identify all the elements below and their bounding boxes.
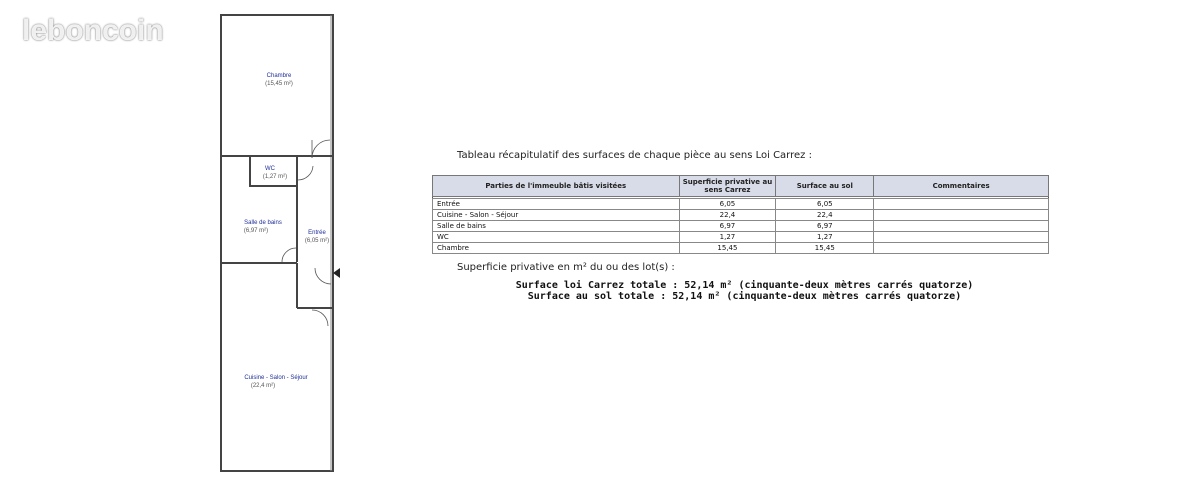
- cell-sol: 22,4: [776, 210, 874, 221]
- room-name-entree: Entrée: [308, 230, 326, 236]
- header-carrez: Superficie privative au sens Carrez: [679, 176, 776, 197]
- cell-carrez: 6,97: [679, 221, 776, 232]
- cell-part: Entrée: [433, 199, 680, 210]
- room-area-salle-de-bains: (6,97 m²): [243, 228, 269, 234]
- room-name-cuisine: Cuisine - Salon - Séjour: [244, 375, 308, 381]
- cell-comment: [874, 243, 1049, 254]
- private-area-heading: Superficie privative en m² du ou des lot(s) :: [457, 262, 675, 273]
- table-row: [433, 210, 1049, 221]
- cell-sol: 6,97: [776, 221, 874, 232]
- table-row: [433, 243, 1049, 254]
- header-commentaires: Commentaires: [874, 176, 1049, 197]
- room-name-salle-de-bains: Salle de bains: [244, 220, 282, 226]
- cell-carrez: 22,4: [679, 210, 776, 221]
- table-row: [433, 221, 1049, 232]
- room-area-cuisine: (22,4 m²): [250, 383, 276, 389]
- table-row: [433, 199, 1049, 210]
- cell-comment: [874, 210, 1049, 221]
- room-area-entree: (6,05 m²): [304, 238, 330, 244]
- total-carrez: Surface loi Carrez totale : 52,14 m² (cinquante-deux mètres carrés quatorze): [515, 280, 974, 291]
- cell-sol: 1,27: [776, 232, 874, 243]
- entrance-arrow-icon: [333, 268, 340, 278]
- cell-part: Chambre: [433, 243, 680, 254]
- total-sol: Surface au sol totale : 52,14 m² (cinquante-deux mètres carrés quatorze): [527, 291, 962, 302]
- header-parties: Parties de l'immeuble bâtis visitées: [433, 176, 680, 197]
- cell-part: Cuisine - Salon - Séjour: [433, 210, 680, 221]
- leboncoin-watermark: leboncoin: [22, 14, 164, 47]
- door-arc-wc: [298, 166, 313, 180]
- cell-sol: 6,05: [776, 199, 874, 210]
- door-arc-sdb: [282, 248, 296, 262]
- header-sol: Surface au sol: [776, 176, 874, 197]
- cell-carrez: 6,05: [679, 199, 776, 210]
- cell-comment: [874, 199, 1049, 210]
- cell-part: Salle de bains: [433, 221, 680, 232]
- door-arc-entree: [315, 268, 331, 284]
- cell-carrez: 15,45: [679, 243, 776, 254]
- table-header-row: [433, 176, 1049, 197]
- surfaces-table: [432, 175, 1049, 254]
- room-area-chambre: (15,45 m²): [265, 81, 293, 87]
- room-area-wc: (1,27 m²): [262, 174, 288, 180]
- cell-comment: [874, 232, 1049, 243]
- summary-title: Tableau récapitulatif des surfaces de chaque pièce au sens Loi Carrez :: [457, 150, 812, 161]
- cell-carrez: 1,27: [679, 232, 776, 243]
- cell-comment: [874, 221, 1049, 232]
- cell-part: WC: [433, 232, 680, 243]
- table-row: [433, 232, 1049, 243]
- room-name-chambre: Chambre: [266, 73, 292, 79]
- room-name-wc: WC: [265, 166, 275, 172]
- cell-sol: 15,45: [776, 243, 874, 254]
- door-arc-cuisine: [312, 310, 328, 326]
